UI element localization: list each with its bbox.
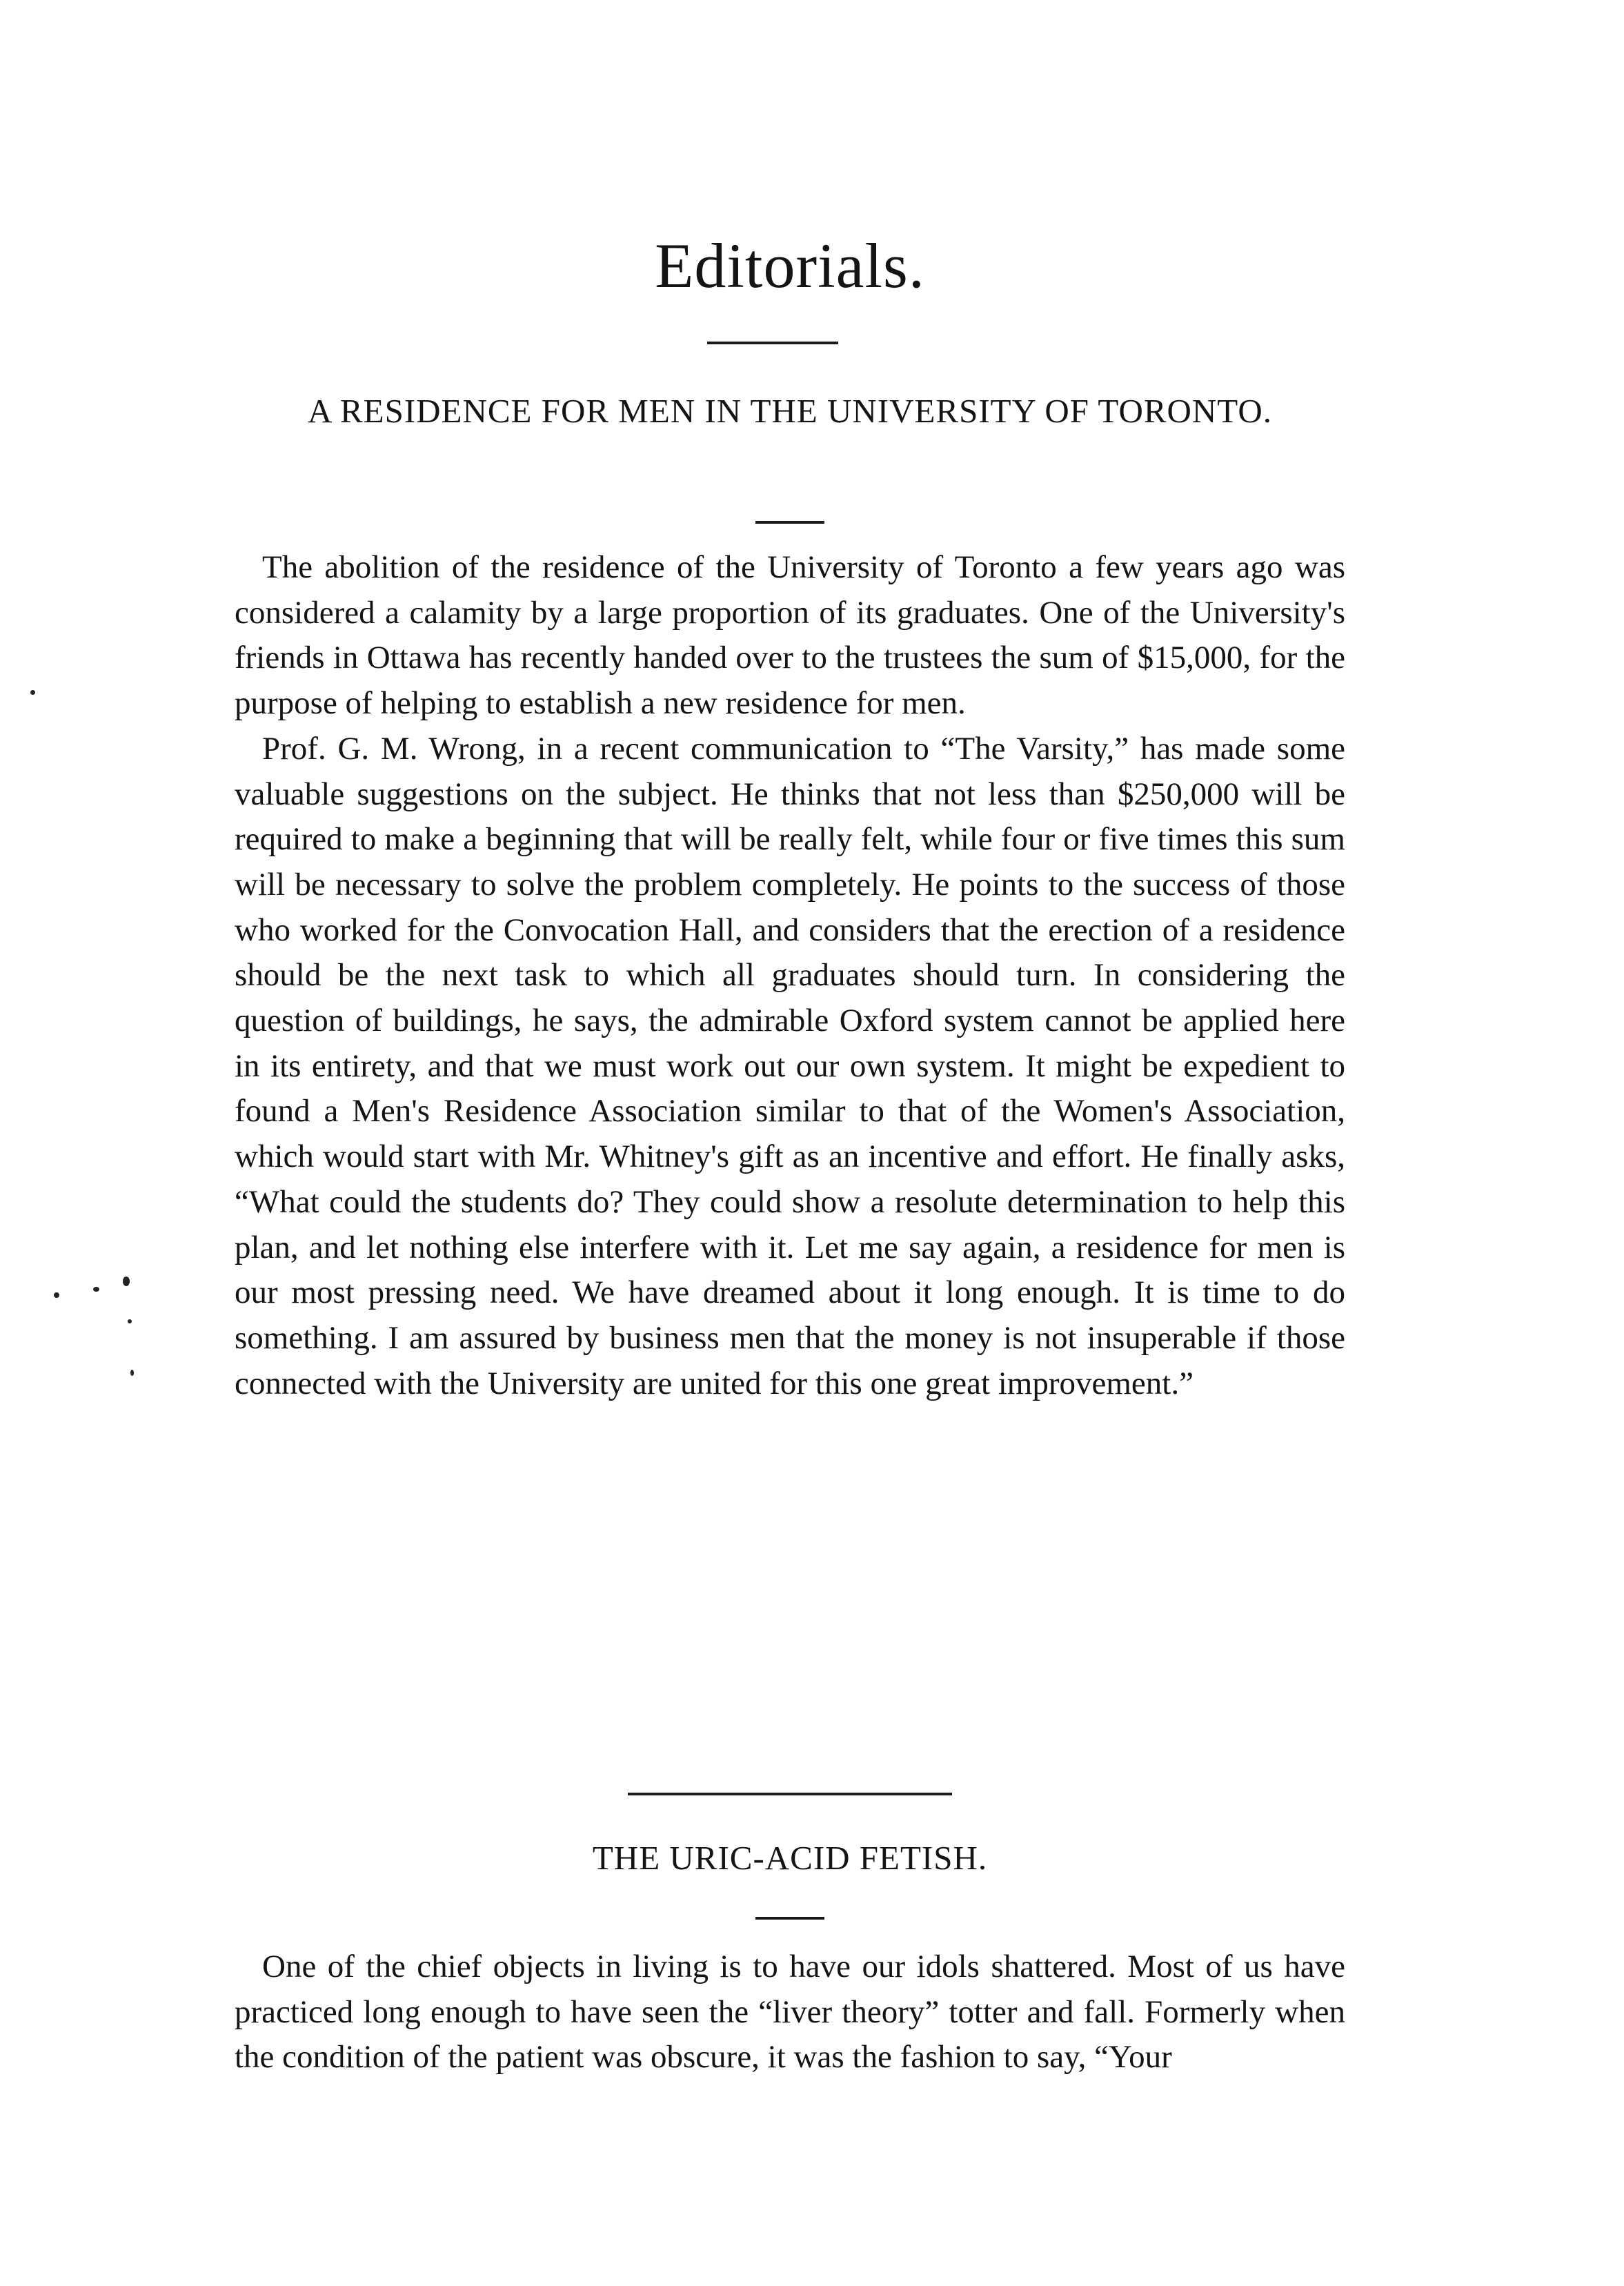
article1-heading: A RESIDENCE FOR MEN IN THE UNIVERSITY OF TORONTO. xyxy=(308,392,1272,430)
article2-heading: THE URIC-ACID FETISH. xyxy=(592,1839,988,1877)
scan-speck xyxy=(130,1370,134,1376)
scan-speck xyxy=(30,690,35,695)
article2-heading-rule xyxy=(755,1917,824,1920)
article2-paragraph: One of the chief objects in living is to have our idols shattered. Most of us have practiced long enough to have seen the “liver theory” totter and fall. Formerly when the condition of the patient was obscure, it was the fashion to say, “Your xyxy=(235,1949,1345,2076)
scan-speck xyxy=(128,1319,132,1323)
scan-speck xyxy=(123,1277,130,1286)
scan-speck xyxy=(93,1287,99,1292)
article2-body xyxy=(235,1944,1345,2080)
article1-heading-rule xyxy=(755,521,824,524)
scan-speck xyxy=(54,1292,59,1298)
title-rule xyxy=(707,342,838,344)
article1-paragraph: The abolition of the residence of the University of Toronto a few years ago was considered a calamity by a large proportion of its graduates. One of the University's friends in Ottawa has recently handed over to the trustees the sum of $15,000, for the purpose of helping to establish a new residence for men. xyxy=(235,549,1345,722)
page-title: Editorials. xyxy=(655,230,925,301)
article1-body xyxy=(235,545,1345,1406)
document-page xyxy=(235,0,1345,2286)
article-divider xyxy=(628,1793,952,1795)
article1-paragraph: Prof. G. M. Wrong, in a recent communication to “The Varsity,” has made some valuable suggestions on the subject. He thinks that not less than $250,000 will be required to make a beginning that will be really felt, while four or five times this sum will be necessary to solve the problem completely. He points to the success of those who worked for the Convocation Hall, and considers that the erection of a residence should be the next task to which all graduates should turn. In considering the question of buildings, he says, the admirable Oxford system cannot be applied here in its entirety, and that we must work out our own system. It might be expedient to found a Men's Residence Association similar to that of the Women's Association, which would start with Mr. Whitney's gift as an incentive and effort. He finally asks, “What could the students do? They could show a resolute determination to help this plan, and let nothing else interfere with it. Let me say again, a residence for men is our most pressing need. We have dreamed about it long enough. It is time to do something. I am assured by business men that the money is not insuperable if those connected with the University are united for this one great improvement.” xyxy=(235,730,1345,1401)
